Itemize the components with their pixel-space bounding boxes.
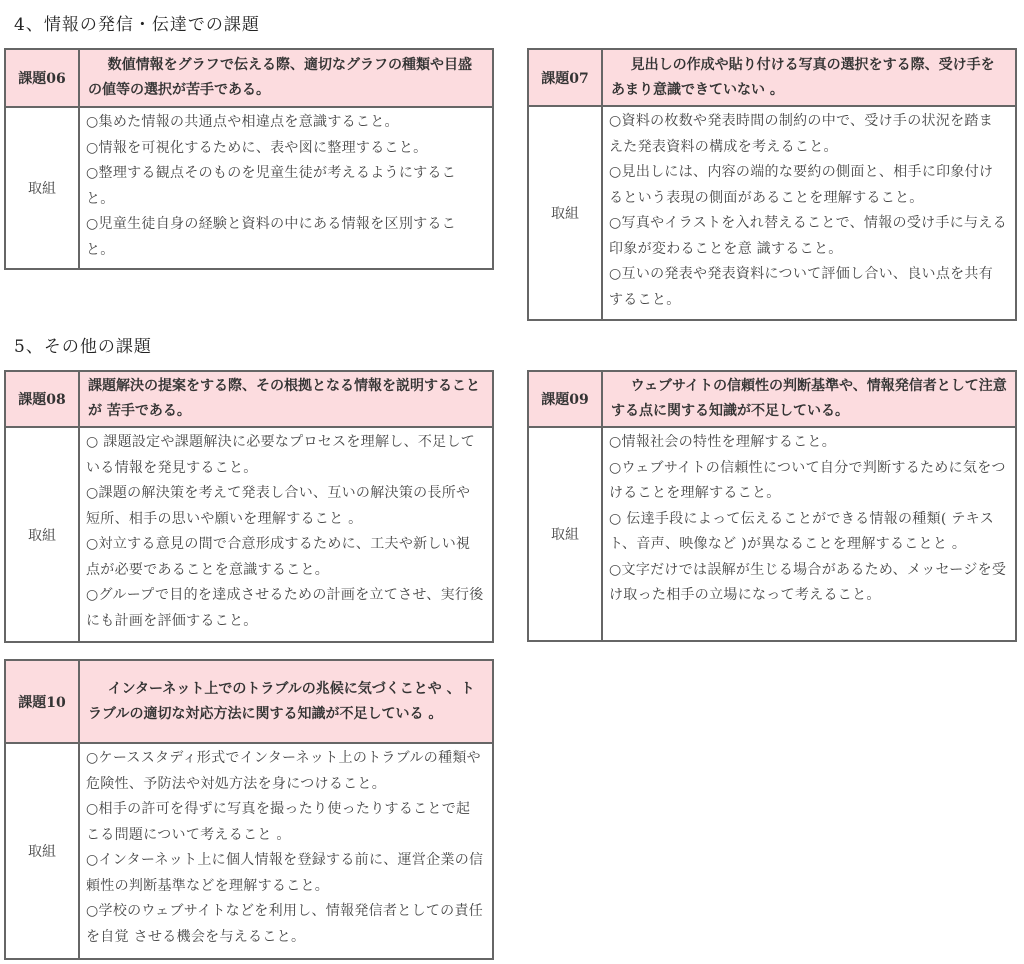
- approach-item: ○資料の枚数や発表時間の制約の中で、受け手の状況を踏まえた発表資料の構成を考えること。: [609, 113, 994, 155]
- approach-label: 取組: [6, 428, 80, 641]
- approach-item: ○ 課題設定や課題解決に必要なプロセスを理解し、不足している情報を発見すること。: [86, 434, 476, 476]
- approach-list: [603, 107, 1015, 319]
- issue-id: 課題08: [6, 372, 80, 428]
- issue-title: 見出しの作成や貼り付ける写真の選択をする際、受け手をあまり意識できていない 。: [603, 50, 1015, 107]
- issue-title: ウェブサイトの信頼性の判断基準や、情報発信者として注意する点に関する知識が不足している。: [603, 372, 1015, 428]
- approach-list: [80, 108, 492, 268]
- approach-item: ○ケーススタディ形式でインターネット上のトラブルの種類や危険性、予防法や対処方法を身につけること。: [86, 750, 481, 792]
- issue-title: インターネット上でのトラブルの兆候に気づくことや 、トラブルの適切な対応方法に関する知識が不足している 。: [80, 661, 492, 744]
- section-title-4: 4、情報の発信・伝達での課題: [14, 15, 260, 35]
- issue-title: 数値情報をグラフで伝える際、適切なグラフの種類や目盛の値等の選択が苦手である。: [80, 50, 492, 108]
- approach-item: ○インターネット上に個人情報を登録する前に、運営企業の信頼性の判断基準などを理解すること。: [86, 852, 484, 894]
- approach-item: ○ウェブサイトの信頼性について自分で判断するために気をつけることを理解すること。: [609, 459, 1006, 501]
- approach-item: ○情報を可視化するために、表や図に整理すること。: [86, 139, 428, 156]
- issue-id: 課題06: [6, 50, 80, 108]
- approach-list: [80, 744, 492, 958]
- approach-label: 取組: [6, 108, 80, 268]
- approach-item: ○集めた情報の共通点や相違点を意識すること。: [86, 114, 399, 130]
- approach-item: ○グループで目的を達成させるための計画を立てさせ、実行後にも計画を評価すること。: [86, 587, 484, 629]
- approach-list: [80, 428, 492, 641]
- issue-card-06: [4, 48, 494, 270]
- approach-label: 取組: [6, 744, 80, 958]
- approach-label: 取組: [529, 107, 603, 319]
- issue-id: 課題10: [6, 661, 80, 744]
- approach-item: ○学校のウェブサイトなどを利用し、情報発信者としての責任を自覚 させる機会を与えること。: [86, 903, 484, 945]
- issue-card-07: [527, 48, 1017, 321]
- approach-list: [603, 428, 1015, 640]
- issue-card-08: [4, 370, 494, 643]
- approach-item: ○写真やイラストを入れ替えることで、情報の受け手に与える印象が変わることを意 識すること。: [609, 215, 1007, 257]
- approach-item: ○見出しには、内容の端的な要約の側面と、相手に印象付けるという表現の側面があることを理解すること。: [609, 164, 994, 206]
- approach-item: ○課題の解決策を考えて発表し合い、互いの解決策の長所や短所、相手の思いや願いを理解すること 。: [86, 485, 471, 527]
- approach-item: ○対立する意見の間で合意形成するために、工夫や新しい視点が必要であることを意識すること。: [86, 536, 471, 578]
- approach-label: 取組: [529, 428, 603, 640]
- approach-item: ○文字だけでは誤解が生じる場合があるため、メッセージを受け取った相手の立場になって考えること。: [609, 561, 1007, 603]
- issue-id: 課題09: [529, 372, 603, 428]
- issue-title: 課題解決の提案をする際、その根拠となる情報を説明することが 苦手である。: [80, 372, 492, 428]
- issue-card-10: [4, 659, 494, 960]
- issue-card-09: [527, 370, 1017, 642]
- approach-item: ○情報社会の特性を理解すること。: [609, 434, 837, 450]
- approach-item: ○整理する観点そのものを児童生徒が考えるようにすること。: [86, 165, 457, 207]
- section-title-5: 5、その他の課題: [14, 337, 152, 357]
- approach-item: ○ 伝達手段によって伝えることができる情報の種類( テキスト、音声、映像など )が異なることを理解することと 。: [609, 510, 994, 552]
- issue-id: 課題07: [529, 50, 603, 107]
- approach-item: ○児童生徒自身の経験と資料の中にある情報を区別すること。: [86, 216, 457, 258]
- approach-item: ○互いの発表や発表資料について評価し合い、良い点を共有すること。: [609, 266, 994, 308]
- approach-item: ○相手の許可を得ずに写真を撮ったり使ったりすることで起こる問題について考えること 。: [86, 801, 471, 843]
